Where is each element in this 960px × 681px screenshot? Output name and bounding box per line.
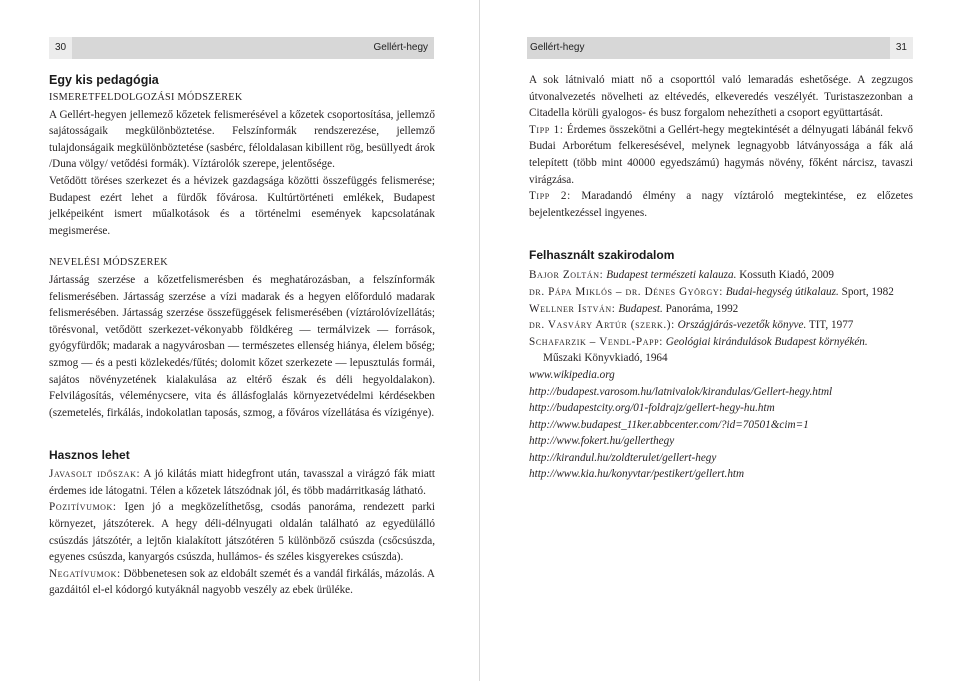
page-number: 30 — [49, 37, 72, 59]
section-text-ismeretfeldolgozasi-a: A Gellért-hegyen jellemező kőzetek felismerésével a kőzetek csoportosítása, jellemző sajátosságaik megkülönböztetése. Felszínformák rendszerezése, jellemző tulajdonságaik megkülönböztetése (sasbérc, féloldalasan kibillent rög, besüllyedt árok /Duna völgy/ vetődési formák). Víztárolók szerepe, jelentősége. — [49, 108, 435, 171]
tipp1-paragraph — [529, 122, 913, 188]
negativ-paragraph — [49, 566, 435, 599]
pozitiv-label: Pozitívumok: — [49, 501, 117, 514]
intro-paragraph: A sok látnivaló miatt nő a csoporttól való lemaradás eshetősége. A zegzugos útvonalvezetés növelheti az eltévedés, elkeveredés veszélyét. Turistaszezonban a Citadella körüli gyalogos- és busz forgalom nehezítheti a csoport együttartását. — [529, 74, 913, 120]
page-number: 31 — [890, 37, 913, 59]
reference-author: dr. Vasváry Artúr (szerk.): — [529, 319, 675, 332]
left-column — [49, 72, 435, 599]
page-header-bar — [527, 37, 913, 59]
reference-author: Bajor Zoltán: — [529, 269, 604, 282]
tipp1-text: Érdemes összekötni a Gellért-hegy megtekintését a délnyugati lábánál fekvő Budai Arborétum felkeresésével, melynek legnagyobb látványossága a fák alá telepített (több mint 40000 egyedszámú) hagymás növény, főként nárcisz, tavaszi virágzása. — [529, 123, 913, 186]
web-link[interactable]: http://budapest.varosom.hu/latnivalok/kirandulas/Gellert-hegy.html — [529, 385, 833, 398]
web-link[interactable]: http://www.kia.hu/konyvtar/pestikert/gellert.htm — [529, 468, 745, 481]
running-head: Gellért-hegy — [373, 42, 428, 53]
reference-item — [529, 301, 913, 318]
reference-publisher: Sport, 1982 — [841, 285, 894, 298]
reference-item — [529, 267, 913, 284]
reference-publisher: Panoráma, 1992 — [665, 302, 739, 315]
reference-title: Budapest természeti kalauza. — [606, 269, 737, 282]
running-head: Gellért-hegy — [530, 42, 585, 53]
pozitiv-text: Igen jó a megközelíthetősg, csodás panoráma, rendezett parki környezet, játszóterek. A hegy déli-délnyugati oldalán található az egyedülálló csúszdás játszótér, a lejtőn kialakított játszótéren 5 különböző csúszda (csőcsúszda, egyenes csúszda, kanyargós csúszda, hullámos- és széles kisgyerekes csúszda). — [49, 501, 436, 564]
web-links — [529, 367, 913, 483]
web-link[interactable]: http://www.fokert.hu/gellerthegy — [529, 435, 675, 448]
references-heading: Felhasznált szakirodalom — [529, 248, 675, 263]
reference-title: Budapest. — [618, 302, 663, 315]
useful-heading: Hasznos lehet — [49, 448, 130, 463]
section-label-ismeretfeldolgozasi: ISMERETFELDOLGOZÁSI MÓDSZEREK — [49, 92, 243, 103]
web-link[interactable]: www.wikipedia.org — [529, 368, 615, 381]
negativ-label: Negatívumok: — [49, 567, 121, 580]
reference-publisher: Kossuth Kiadó, 2009 — [739, 269, 834, 282]
page-title: Egy kis pedagógia — [49, 73, 159, 87]
reference-title: Országjárás-vezetők könyve. — [677, 319, 807, 332]
reference-item — [529, 317, 913, 334]
section-label-nevelesi: NEVELÉSI MÓDSZEREK — [49, 257, 168, 269]
web-link[interactable]: http://kirandul.hu/zoldterulet/gellert-hegy — [529, 451, 717, 464]
reference-item — [529, 284, 913, 301]
reference-continuation: Műszaki Könyvkiadó, 1964 — [543, 352, 668, 365]
web-link[interactable]: http://budapestcity.org/01-foldrajz/gellert-hegy-hu.htm — [529, 402, 775, 415]
right-column — [529, 72, 913, 483]
section-text-ismeretfeldolgozasi-b: Vetődött töréses szerkezet és a hévizek gazdagsága közötti összefüggés felismerése; Budapest ezért lehet a fürdők fővárosa. Kultúrtörténeti emlékek, Budapest jelképeiként ismert műalkotások és a történelmi események kapcsolatának megismerése. — [49, 174, 435, 237]
reference-publisher: TIT, 1977 — [808, 319, 854, 332]
javasolt-label: Javasolt időszak: — [49, 468, 141, 481]
reference-list — [529, 267, 913, 367]
negativ-text: Döbbenetesen sok az eldobált szemét és a vandál firkálás, mázolás. A gazdáitól el-el kódorgó kutyáknál nagyobb veszély az ebek ürüléke. — [49, 567, 436, 597]
reference-author: dr. Pápa Miklós – dr. Dénes György: — [529, 285, 723, 298]
reference-title: Budai-hegység útikalauz. — [725, 285, 839, 298]
javasolt-paragraph — [49, 466, 435, 499]
reference-author: Wellner István: — [529, 302, 616, 315]
pozitiv-paragraph — [49, 499, 435, 565]
tipp2-paragraph — [529, 188, 913, 221]
tipp2-text: Maradandó élmény a nagy víztároló megtekintése, ez előzetes bejelentkezéssel ingyenes. — [529, 190, 913, 219]
page-header-bar — [49, 37, 434, 59]
section-text-nevelesi: Jártasság szerzése a kőzetfelismerésben és meghatározásban, a felszínformák felismerésében. Jártasság szerzése a vízi madarak és a hegyen előforduló madarak felismerésében. Jártasság szerzése összefüggések felismerésében (víztárolóvízellátás; törésvonal, vetődött szerkezet-vékonyabb földkéreg — termálvizek — források, gyógyfürdők; madarak a nagyvárosban — természetes ellenség hiánya, élelem bőség; szmog — és a pesti közlekedés/fűtés; dolomit kőzet szerkezete — lepusztulás formái, sajátos növényzetének kialakulása az eltérő észak és déli hegyoldalakon). Felvilágosítás, véleménycsere, vita és állásfoglalás környezetvédelmi kérdésekben (szemetelés, firkálás, indokolatlan taposás, szmog, a főváros vízellátása és vízigénye). — [49, 273, 435, 419]
tipp1-label: Tipp 1: — [529, 123, 564, 136]
reference-author: Schafarzik – Vendl-Papp: — [529, 335, 663, 348]
tipp2-label: Tipp 2: — [529, 190, 571, 203]
reference-title: Geológiai kirándulások Budapest környékén. — [665, 335, 868, 348]
right-page — [480, 0, 960, 681]
javasolt-text: A jó kilátás miatt hidegfront után, tavasszal a virágzó fák miatt érdemes ide látogatni. Télen a kőzetek látszódnak jól, és több madárritkaság látható. — [49, 468, 436, 497]
web-link[interactable]: http://www.budapest_11ker.abbcenter.com/?id=70501&cim=1 — [529, 418, 809, 431]
reference-item — [529, 334, 913, 351]
